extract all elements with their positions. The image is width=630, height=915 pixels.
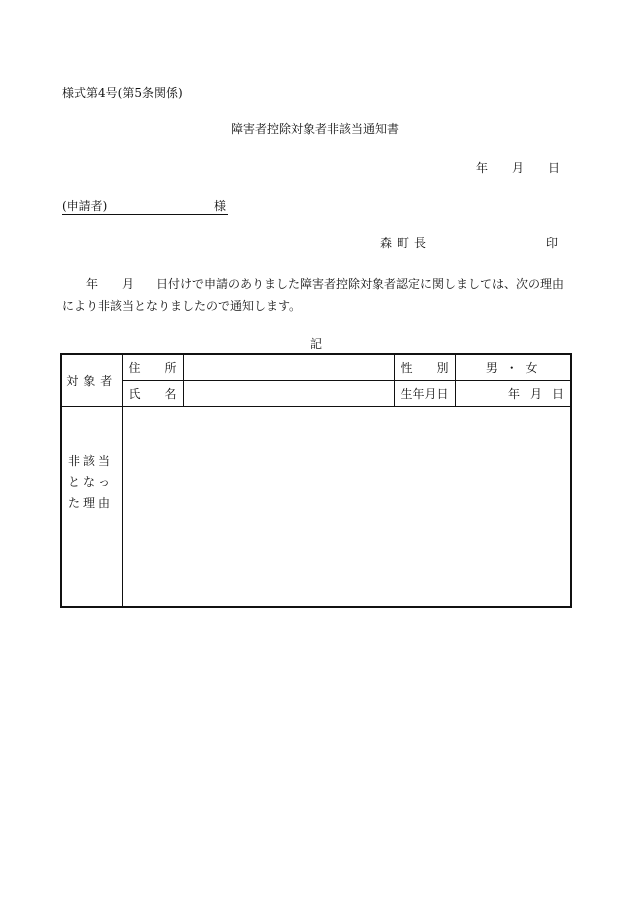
table-row-reason — [61, 407, 571, 608]
sex-value[interactable]: 男 ・ 女 — [455, 354, 571, 381]
issue-date — [476, 162, 560, 174]
name-label: 氏 名 — [122, 381, 183, 407]
address-field[interactable] — [183, 354, 394, 381]
body-year: 年 — [86, 277, 99, 291]
applicant-underline — [62, 214, 228, 215]
sex-label: 性 別 — [394, 354, 455, 381]
birth-label: 生年月日 — [394, 381, 455, 407]
issuer-seal: 印 — [546, 236, 559, 250]
table-row-address — [61, 354, 571, 381]
subject-table — [60, 353, 572, 608]
ki-heading: 記 — [310, 337, 323, 351]
issue-date-year: 年 — [476, 161, 489, 175]
body-month: 月 — [122, 277, 135, 291]
table-row-name — [61, 381, 571, 407]
issue-date-day: 日 — [548, 161, 561, 175]
applicant-label: (申請者) — [62, 199, 108, 213]
form-number: 様式第4号(第5条関係) — [62, 86, 183, 100]
applicant-honorific: 様 — [214, 199, 227, 213]
notice-body — [62, 273, 572, 317]
issuer-mayor: 森町長 — [380, 236, 432, 250]
reason-field[interactable] — [122, 407, 571, 608]
page-title: 障害者控除対象者非該当通知書 — [230, 122, 399, 136]
address-label: 住 所 — [122, 354, 183, 381]
subject-label: 対象者 — [61, 354, 122, 407]
reason-label: 非該当となった理由 — [61, 407, 122, 608]
birth-value[interactable]: 年 月 日 — [455, 381, 571, 407]
name-field[interactable] — [183, 381, 394, 407]
issue-date-month: 月 — [512, 161, 525, 175]
body-text: 日付けで申請のありました障害者控除対象者認定に関しましては、次の理由により非該当となりましたので通知します。 — [62, 277, 565, 313]
